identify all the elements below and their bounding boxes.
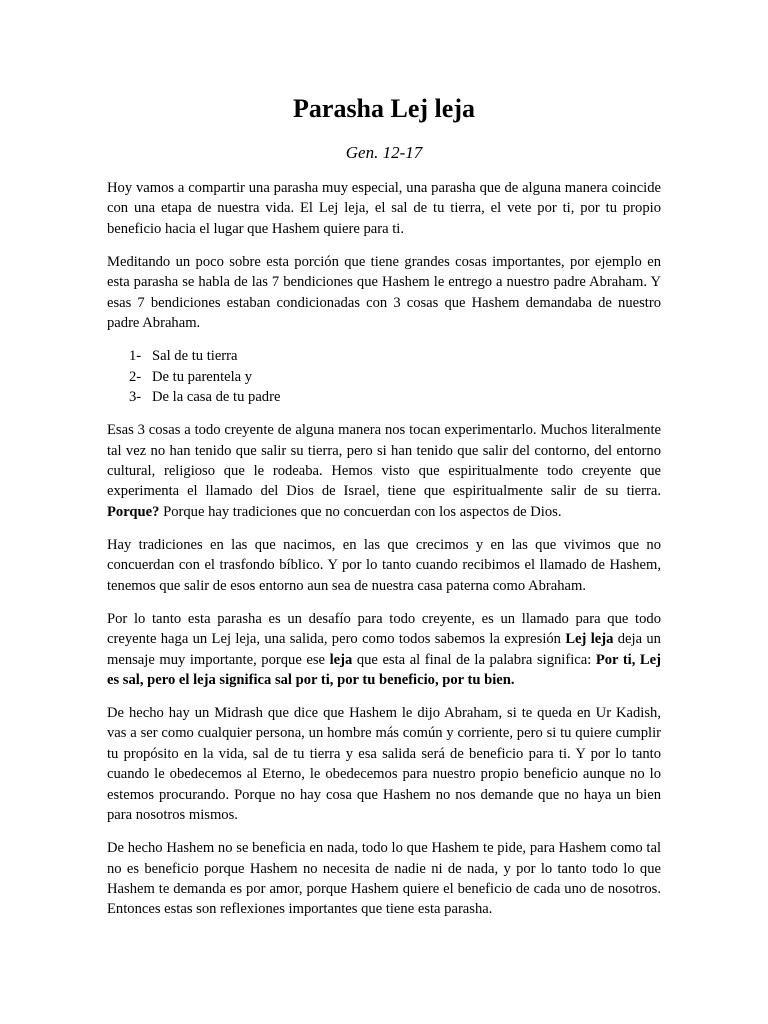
paragraph-text: Esas 3 cosas a todo creyente de alguna manera nos tocan experimentarlo. Muchos literalmente tal vez no han tenido que salir su tierra, pero si han tenido que salir del contorno, del entorno cultural, religioso que le rodeaba. Hemos visto que espiritualmente todo creyente que experimenta el llamado del Dios de Israel, tiene que espiritualmente salir de su tierra. bbox=[107, 422, 661, 500]
document-subtitle: Gen. 12-17 bbox=[345, 143, 423, 162]
paragraph-three-things bbox=[107, 420, 661, 522]
paragraph-meditation: Meditando un poco sobre esta porción que tiene grandes cosas importantes, por ejemplo en esta parasha se habla de las 7 bendiciones que Hashem le entrego a nuestro padre Abraham. Y esas 7 bendiciones estaban condicionadas con 3 cosas que Hashem demandaba de nuestro padre Abraham. bbox=[107, 253, 661, 332]
paragraph-intro: Hoy vamos a compartir una parasha muy especial, una parasha que de alguna manera coincide con una etapa de nuestra vida. El Lej leja, el sal de tu tierra, el vete por ti, por tu propio beneficio hacia el lugar que Hashem quiere para ti. bbox=[107, 180, 661, 237]
paragraph-text: deja un mensaje muy importante, porque ese bbox=[107, 631, 661, 668]
paragraph-text: que esta al final de la palabra significa: bbox=[356, 651, 592, 668]
bold-term: Lej leja bbox=[565, 631, 614, 648]
paragraph-text: Por lo tanto esta parasha es un desafío para todo creyente, es un llamado para que todo creyente haga un Lej leja, una salida, pero como todos sabemos la expresión bbox=[107, 610, 661, 648]
paragraph-conclusion: De hecho Hashem no se beneficia en nada, todo lo que Hashem te pide, para Hashem como tal no es beneficio porque Hashem no necesita de nadie ni de nada, y por lo tanto todo lo que Hashem te demanda es por amor, porque Hashem quiere el beneficio de cada uno de nosotros. Entonces estas son reflexiones importantes que tiene esta parasha. bbox=[107, 840, 661, 918]
list-item bbox=[107, 367, 661, 387]
list-item-text: De la casa de tu padre bbox=[152, 389, 281, 406]
document-title: Parasha Lej leja bbox=[293, 94, 475, 123]
document-body bbox=[107, 178, 661, 933]
bold-statement: Por ti, Lej es sal, pero el leja significa sal por ti, por tu beneficio, por tu bien. bbox=[107, 651, 662, 688]
paragraph-text: Porque hay tradiciones que no concuerdan con los aspectos de Dios. bbox=[163, 503, 562, 520]
list-item-text: De tu parentela y bbox=[152, 368, 253, 385]
list-item-text: Sal de tu tierra bbox=[152, 348, 238, 365]
bold-question: Porque? bbox=[107, 503, 160, 520]
list-item-number: 3- bbox=[129, 389, 142, 406]
paragraph-midrash: De hecho hay un Midrash que dice que Hashem le dijo Abraham, si te queda en Ur Kadish, vas a ser como cualquier persona, un hombre más común y corriente, pero si tu quiere cumplir tu propósito en la vida, sal de tu tierra y esa salida será de beneficio para ti. Y por lo tanto cuando le obedecemos al Eterno, le obedecemos para nuestro propio beneficio aunque no lo estemos procurando. Porque no hay cosa que Hashem no nos demande que no haya un bien para nosotros mismos. bbox=[107, 705, 661, 824]
list-item bbox=[107, 346, 661, 366]
bold-term: leja bbox=[329, 651, 353, 668]
list-item-number: 2- bbox=[129, 368, 142, 385]
list-item-number: 1- bbox=[129, 348, 142, 365]
paragraph-challenge bbox=[107, 609, 661, 691]
list-item bbox=[107, 387, 661, 407]
conditions-list bbox=[107, 346, 661, 407]
paragraph-traditions: Hay tradiciones en las que nacimos, en las que crecimos y en las que vivimos que no concuerdan con el trasfondo bíblico. Y por lo tanto cuando recibimos el llamado de Hashem, tenemos que salir de esos entorno aun sea de nuestra casa paterna como Abraham. bbox=[107, 536, 661, 594]
